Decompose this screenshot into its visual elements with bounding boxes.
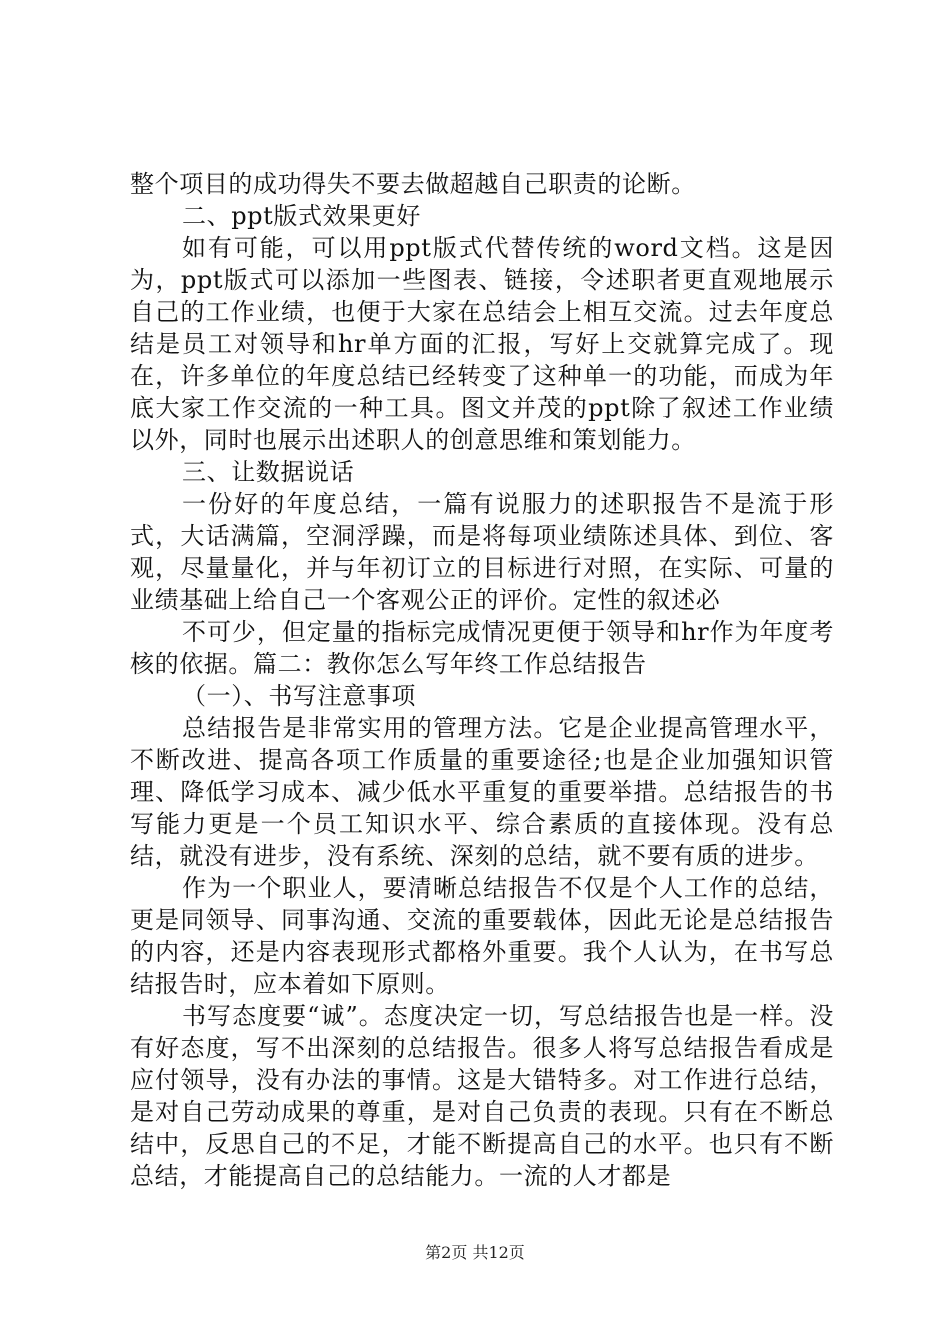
page-number-footer: 第2页 共12页 (425, 1243, 525, 1262)
document-body (130, 168, 834, 1192)
paragraph-report-method: 总结报告是非常实用的管理方法。它是企业提高管理水平，不断改进、提高各项工作质量的重要途径;也是企业加强知识管理、降低学习成本、减少低水平重复的重要举措。总结报告的书写能力更是一个员工知识水平、综合素质的直接体现。没有总结，就没有进步，没有系统、深刻的总结，就不要有质的进步。 (130, 714, 834, 870)
section-heading-data: 三、让数据说话 (182, 458, 355, 486)
paragraph-ppt-format: 如有可能，可以用ppt版式代替传统的word文档。这是因为，ppt版式可以添加一些图表、链接，令述职者更直观地展示自己的工作业绩，也便于大家在总结会上相互交流。过去年度总结是员工对领导和hr单方面的汇报，写好上交就算完成了。现在，许多单位的年度总结已经转变了这种单一的功能，而成为年底大家工作交流的一种工具。图文并茂的ppt除了叙述工作业绩以外，同时也展示出述职人的创意思维和策划能力。 (130, 234, 834, 454)
paragraph-professional: 作为一个职业人，要清晰总结报告不仅是个人工作的总结，更是同领导、同事沟通、交流的重要载体，因此无论是总结报告的内容，还是内容表现形式都格外重要。我个人认为，在书写总结报告时，应本着如下原则。 (130, 874, 834, 998)
section-heading-notes: （一）、书写注意事项 (182, 682, 416, 710)
paragraph-data: 一份好的年度总结，一篇有说服力的述职报告不是流于形式，大话满篇，空洞浮躁，而是将每项业绩陈述具体、到位、客观，尽量量化，并与年初订立的目标进行对照，在实际、可量的业绩基础上给自己一个客观公正的评价。定性的叙述必 (130, 490, 834, 614)
section-heading-ppt-format: 二、ppt版式效果更好 (182, 202, 421, 230)
paragraph-quantitative: 不可少，但定量的指标完成情况更便于领导和hr作为年度考核的依据。篇二：教你怎么写年终工作总结报告 (130, 618, 834, 678)
paragraph-attitude: 书写态度要“诚”。态度决定一切，写总结报告也是一样。没有好态度，写不出深刻的总结报告。很多人将写总结报告看成是应付领导，没有办法的事情。这是大错特多。对工作进行总结，是对自己劳动成果的尊重，是对自己负责的表现。只有在不断总结中，反思自己的不足，才能不断提高自己的水平。也只有不断总结，才能提高自己的总结能力。一流的人才都是 (130, 1002, 834, 1190)
paragraph-1: 整个项目的成功得失不要去做超越自己职责的论断。 (130, 170, 696, 198)
